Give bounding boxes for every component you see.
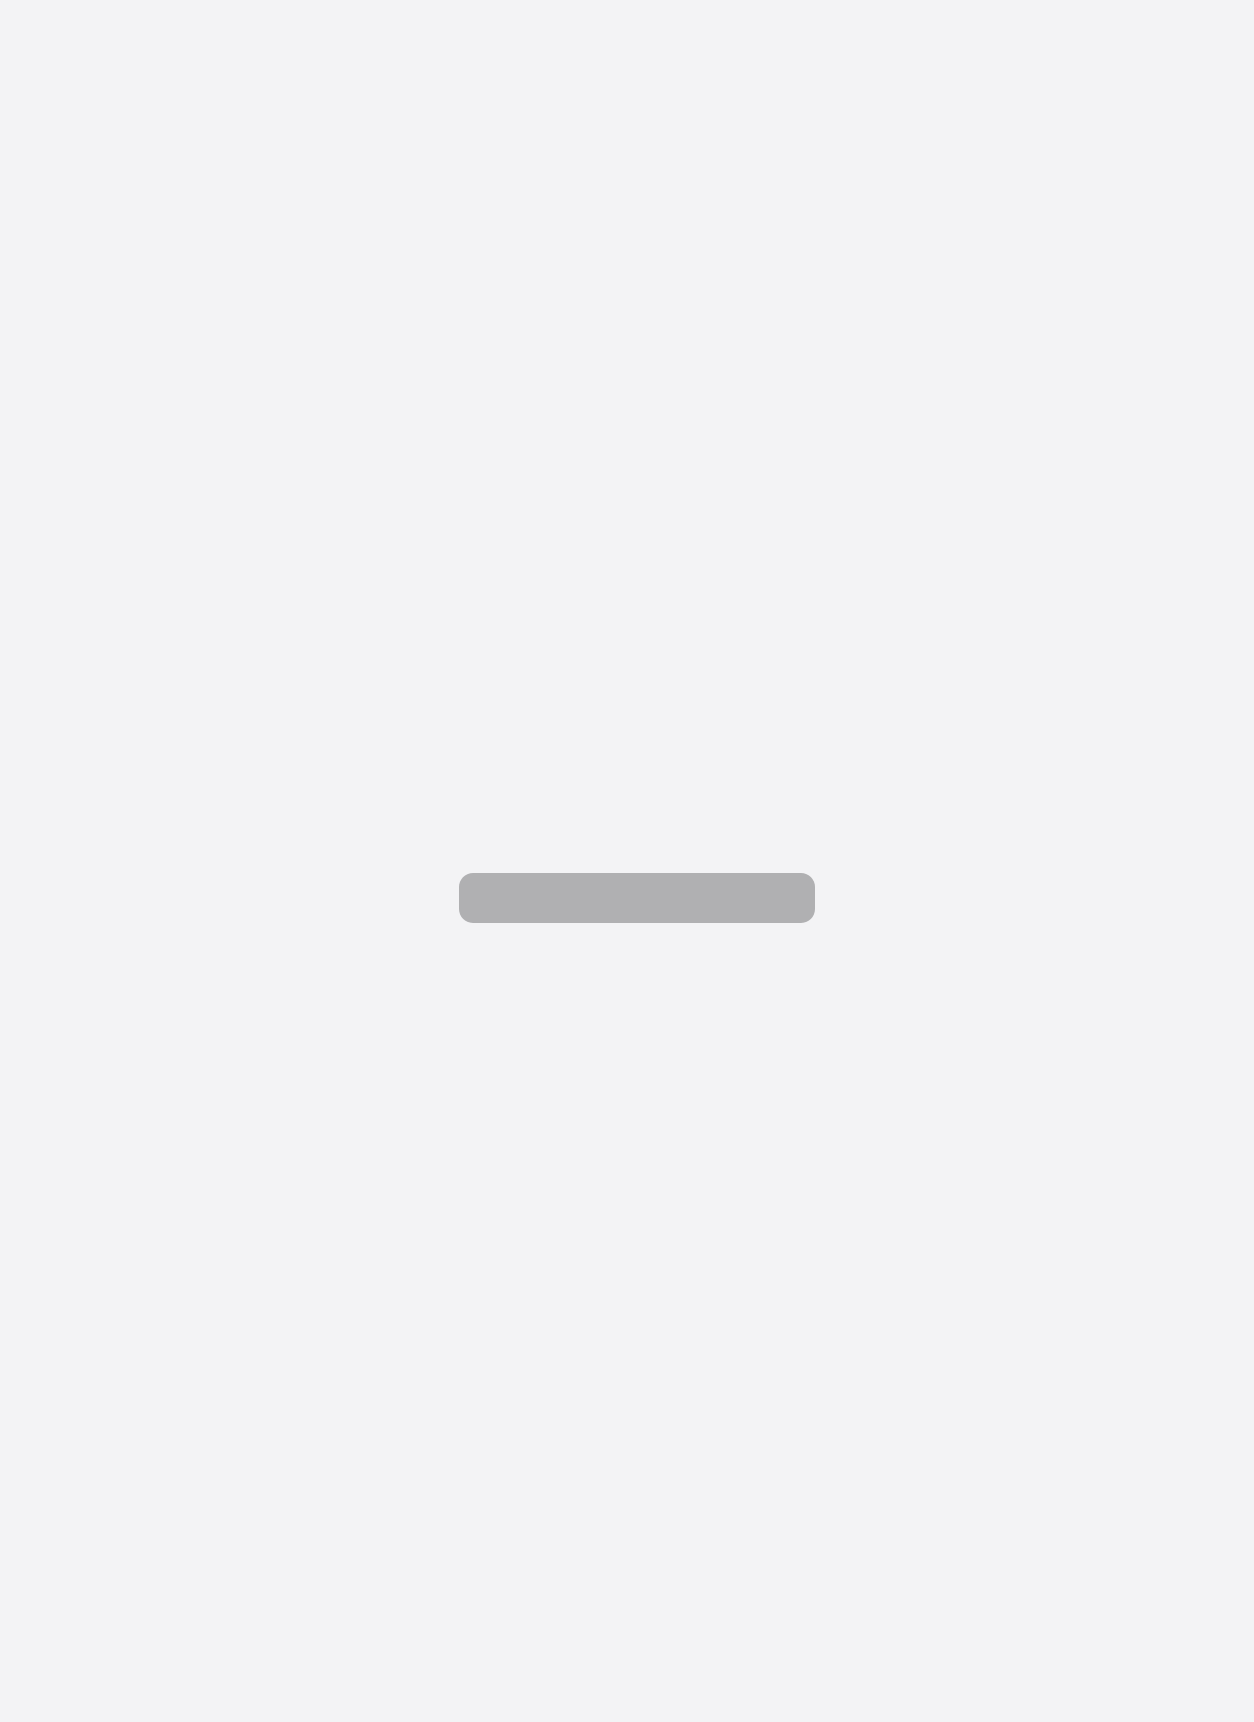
contact-row bbox=[0, 451, 1254, 479]
contact-row bbox=[0, 1555, 1254, 1583]
role-heading bbox=[0, 481, 1254, 509]
contact-row bbox=[0, 803, 1254, 831]
role-heading bbox=[0, 775, 1254, 803]
contact-row bbox=[0, 745, 1254, 773]
contact-row bbox=[0, 1039, 1254, 1067]
contact-row bbox=[0, 686, 1254, 714]
contact-row bbox=[0, 333, 1254, 361]
watermark-banner bbox=[459, 873, 815, 923]
role-heading bbox=[0, 717, 1254, 745]
role-heading bbox=[0, 658, 1254, 686]
role-heading bbox=[0, 1325, 1254, 1353]
contact-row bbox=[0, 980, 1254, 1008]
role-heading bbox=[0, 1468, 1254, 1496]
contact-row bbox=[0, 1497, 1254, 1525]
vocals-heading bbox=[0, 1188, 1254, 1216]
contact-row bbox=[0, 509, 1254, 537]
role-heading bbox=[0, 1011, 1254, 1039]
contact-row bbox=[0, 627, 1254, 655]
contact-row bbox=[0, 1354, 1254, 1382]
role-heading bbox=[0, 1584, 1254, 1612]
contact-row bbox=[0, 392, 1254, 420]
contact-row bbox=[0, 1613, 1254, 1641]
role-heading bbox=[0, 305, 1254, 333]
contact-row bbox=[0, 921, 1254, 949]
role-heading bbox=[0, 423, 1254, 451]
role-heading bbox=[0, 1069, 1254, 1097]
role-heading bbox=[0, 540, 1254, 568]
contact-row bbox=[0, 568, 1254, 596]
role-heading bbox=[0, 599, 1254, 627]
role-heading bbox=[0, 1383, 1254, 1411]
role-heading bbox=[0, 834, 1254, 862]
contact-row bbox=[0, 1439, 1254, 1467]
role-heading bbox=[0, 1526, 1254, 1554]
contact-row bbox=[0, 1097, 1254, 1125]
role-heading bbox=[0, 952, 1254, 980]
contact-row bbox=[0, 1412, 1254, 1440]
contact-row bbox=[0, 1296, 1254, 1324]
role-heading bbox=[0, 1267, 1254, 1295]
role-heading bbox=[0, 364, 1254, 392]
territorial-heading bbox=[0, 1229, 1254, 1257]
